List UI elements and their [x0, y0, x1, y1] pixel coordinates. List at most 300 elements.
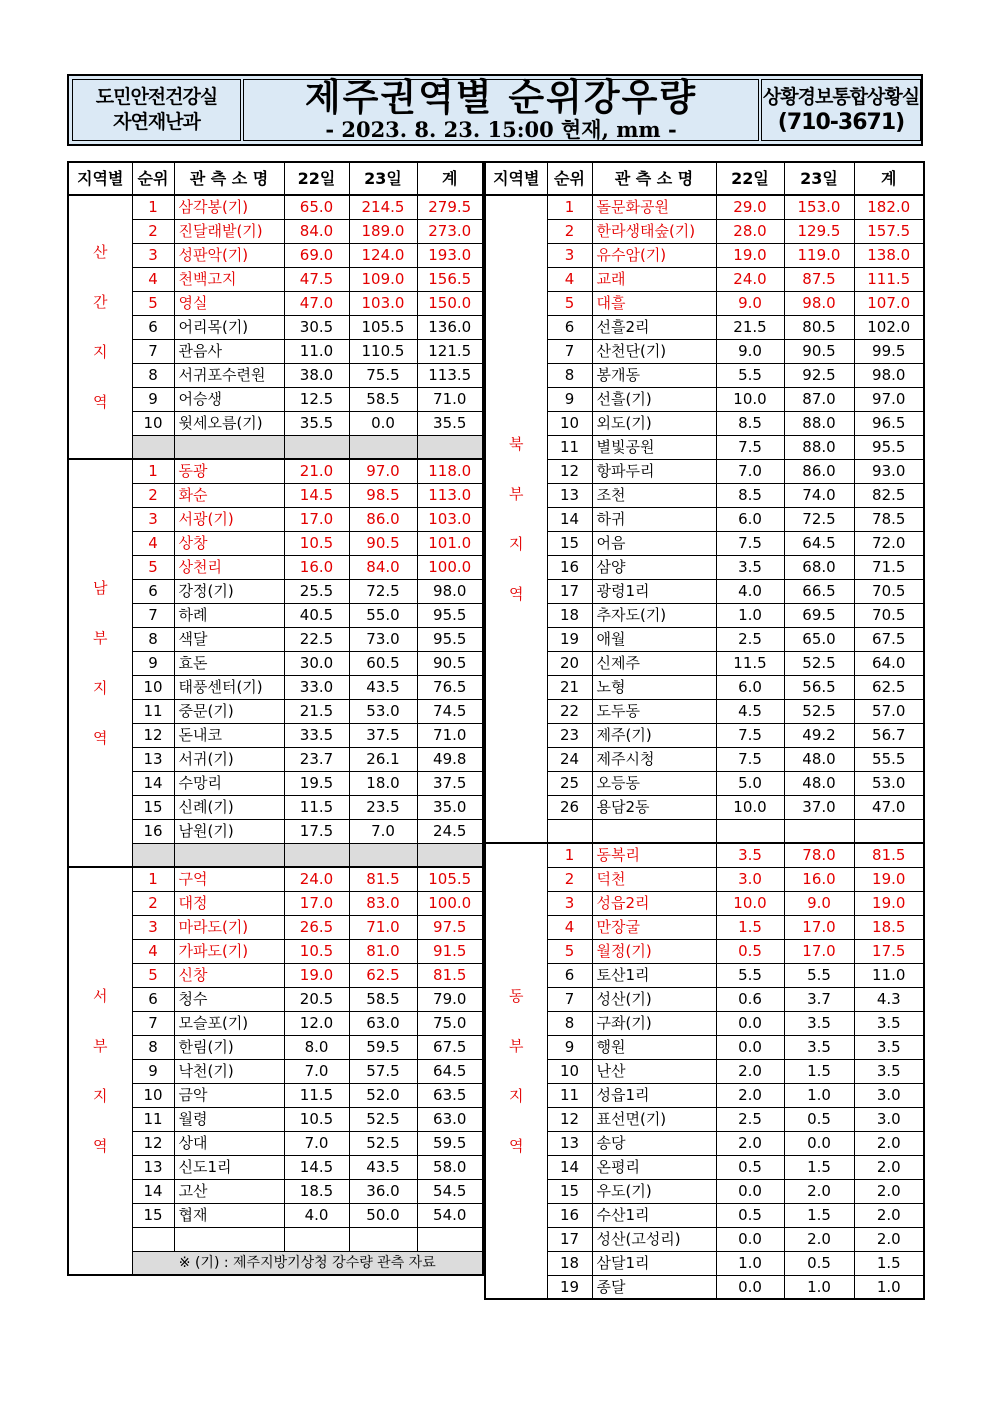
rank-cell: 14 — [547, 1155, 592, 1179]
rain-22-cell: 1.0 — [716, 1251, 784, 1275]
rain-23-cell: 71.0 — [349, 915, 417, 939]
rain-22-cell: 11.5 — [284, 1083, 349, 1107]
col-header-rank: 순위 — [132, 162, 174, 195]
total-cell: 103.0 — [417, 507, 483, 531]
station-name: 난산 — [592, 1059, 716, 1083]
rain-23-cell: 88.0 — [784, 435, 854, 459]
rank-cell: 6 — [132, 987, 174, 1011]
situation-room-name: 상황경보통합상황실 — [762, 86, 920, 108]
station-name: 구억 — [174, 867, 284, 891]
report-datetime: - 2023. 8. 23. 15:00 현재, mm - — [325, 117, 677, 142]
contact-box — [761, 79, 921, 141]
rain-22-cell: 0.5 — [716, 1203, 784, 1227]
station-name: 협재 — [174, 1203, 284, 1227]
station-name: 광령1리 — [592, 579, 716, 603]
rain-23-cell: 16.0 — [784, 867, 854, 891]
rain-22-cell: 10.5 — [284, 531, 349, 555]
station-name: 신도1리 — [174, 1155, 284, 1179]
rank-cell: 9 — [132, 387, 174, 411]
station-name: 오등동 — [592, 771, 716, 795]
station-name: 용담2동 — [592, 795, 716, 819]
rain-23-cell: 87.5 — [784, 267, 854, 291]
rain-22-cell: 0.0 — [716, 1011, 784, 1035]
rain-23-cell: 153.0 — [784, 195, 854, 219]
rain-22-cell: 12.0 — [284, 1011, 349, 1035]
rank-cell: 1 — [132, 459, 174, 483]
station-name: 금악 — [174, 1083, 284, 1107]
total-cell: 100.0 — [417, 555, 483, 579]
empty-cell — [132, 435, 174, 459]
rain-23-cell: 129.5 — [784, 219, 854, 243]
rain-22-cell: 1.0 — [716, 603, 784, 627]
rank-cell: 11 — [132, 699, 174, 723]
note-cell — [132, 1251, 483, 1275]
rank-cell: 12 — [132, 1131, 174, 1155]
rank-cell: 7 — [547, 987, 592, 1011]
total-cell: 3.0 — [854, 1107, 924, 1131]
total-cell: 82.5 — [854, 483, 924, 507]
rain-23-cell: 97.0 — [349, 459, 417, 483]
rank-cell: 11 — [132, 1107, 174, 1131]
rank-cell: 17 — [547, 1227, 592, 1251]
rain-22-cell: 3.5 — [716, 555, 784, 579]
empty-cell — [784, 819, 854, 843]
total-cell: 138.0 — [854, 243, 924, 267]
total-cell: 54.0 — [417, 1203, 483, 1227]
table-row — [485, 675, 924, 699]
table-row — [485, 1155, 924, 1179]
rain-22-cell: 84.0 — [284, 219, 349, 243]
total-cell: 56.7 — [854, 723, 924, 747]
station-name: 돈내코 — [174, 723, 284, 747]
empty-cell — [174, 843, 284, 867]
rain-23-cell: 2.0 — [784, 1227, 854, 1251]
station-name: 성읍1리 — [592, 1083, 716, 1107]
rain-22-cell: 21.5 — [716, 315, 784, 339]
total-cell: 71.0 — [417, 723, 483, 747]
rain-22-cell: 11.5 — [716, 651, 784, 675]
rank-cell: 1 — [132, 867, 174, 891]
rain-23-cell: 37.5 — [349, 723, 417, 747]
station-name: 덕천 — [592, 867, 716, 891]
table-row — [485, 1251, 924, 1275]
rank-cell: 15 — [547, 1179, 592, 1203]
rain-23-cell: 52.5 — [349, 1131, 417, 1155]
table-row — [485, 963, 924, 987]
empty-cell — [417, 435, 483, 459]
rain-23-cell: 119.0 — [784, 243, 854, 267]
col-header-region: 지역별 — [485, 162, 547, 195]
rank-cell: 9 — [132, 651, 174, 675]
total-cell: 101.0 — [417, 531, 483, 555]
rank-cell: 15 — [547, 531, 592, 555]
station-name: 우도(기) — [592, 1179, 716, 1203]
table-row — [485, 795, 924, 819]
table-row — [485, 1179, 924, 1203]
total-cell: 81.5 — [854, 843, 924, 867]
rain-22-cell: 5.5 — [716, 363, 784, 387]
rank-cell: 22 — [547, 699, 592, 723]
station-name: 천백고지 — [174, 267, 284, 291]
rain-23-cell: 80.5 — [784, 315, 854, 339]
station-name: 외도(기) — [592, 411, 716, 435]
rank-cell: 19 — [547, 627, 592, 651]
rain-22-cell: 10.5 — [284, 1107, 349, 1131]
rain-22-cell: 2.0 — [716, 1083, 784, 1107]
total-cell: 91.5 — [417, 939, 483, 963]
station-name: 삼각봉(기) — [174, 195, 284, 219]
station-name: 노형 — [592, 675, 716, 699]
rank-cell: 4 — [132, 531, 174, 555]
rain-23-cell: 1.5 — [784, 1155, 854, 1179]
rain-23-cell: 1.0 — [784, 1275, 854, 1299]
rain-23-cell: 48.0 — [784, 771, 854, 795]
total-cell: 118.0 — [417, 459, 483, 483]
rank-cell: 24 — [547, 747, 592, 771]
table-row — [485, 219, 924, 243]
station-name: 한림(기) — [174, 1035, 284, 1059]
rain-22-cell: 10.0 — [716, 387, 784, 411]
station-name: 제주시청 — [592, 747, 716, 771]
rain-22-cell: 29.0 — [716, 195, 784, 219]
station-name: 하례 — [174, 603, 284, 627]
col-header-day22: 22일 — [716, 162, 784, 195]
station-name: 별빛공원 — [592, 435, 716, 459]
region-label — [68, 867, 132, 1275]
rank-cell: 3 — [132, 243, 174, 267]
table-row — [485, 771, 924, 795]
station-name: 강정(기) — [174, 579, 284, 603]
rain-22-cell: 24.0 — [716, 267, 784, 291]
empty-cell — [349, 843, 417, 867]
rank-cell: 3 — [132, 507, 174, 531]
total-cell: 79.0 — [417, 987, 483, 1011]
total-cell: 72.0 — [854, 531, 924, 555]
total-cell: 157.5 — [854, 219, 924, 243]
station-name: 봉개동 — [592, 363, 716, 387]
total-cell: 24.5 — [417, 819, 483, 843]
station-name: 진달래밭(기) — [174, 219, 284, 243]
rain-23-cell: 17.0 — [784, 915, 854, 939]
rank-cell: 25 — [547, 771, 592, 795]
rank-cell: 1 — [547, 843, 592, 867]
rank-cell: 13 — [132, 747, 174, 771]
rain-22-cell: 69.0 — [284, 243, 349, 267]
rain-23-cell: 105.5 — [349, 315, 417, 339]
total-cell: 67.5 — [417, 1035, 483, 1059]
rain-23-cell: 90.5 — [784, 339, 854, 363]
total-cell: 18.5 — [854, 915, 924, 939]
station-name: 종달 — [592, 1275, 716, 1299]
rain-23-cell: 84.0 — [349, 555, 417, 579]
rank-cell: 14 — [132, 771, 174, 795]
empty-cell — [592, 819, 716, 843]
rain-22-cell: 47.0 — [284, 291, 349, 315]
rain-23-cell: 56.5 — [784, 675, 854, 699]
table-row — [485, 1131, 924, 1155]
rain-23-cell: 1.5 — [784, 1059, 854, 1083]
total-cell: 95.5 — [417, 627, 483, 651]
station-name: 만장굴 — [592, 915, 716, 939]
rank-cell: 12 — [132, 723, 174, 747]
station-name: 중문(기) — [174, 699, 284, 723]
table-row — [485, 195, 924, 219]
table-row — [485, 1275, 924, 1299]
col-header-day23: 23일 — [349, 162, 417, 195]
rank-cell: 2 — [547, 219, 592, 243]
rain-22-cell: 14.5 — [284, 1155, 349, 1179]
rain-22-cell: 2.5 — [716, 1107, 784, 1131]
rain-22-cell: 65.0 — [284, 195, 349, 219]
rank-cell: 16 — [547, 555, 592, 579]
rain-22-cell: 14.5 — [284, 483, 349, 507]
station-name: 월령 — [174, 1107, 284, 1131]
rain-23-cell: 90.5 — [349, 531, 417, 555]
total-cell: 63.5 — [417, 1083, 483, 1107]
station-name: 도두동 — [592, 699, 716, 723]
rank-cell: 2 — [132, 483, 174, 507]
rain-23-cell: 60.5 — [349, 651, 417, 675]
total-cell: 95.5 — [417, 603, 483, 627]
table-row — [485, 387, 924, 411]
total-cell: 78.5 — [854, 507, 924, 531]
station-name: 신제주 — [592, 651, 716, 675]
table-row — [485, 1107, 924, 1131]
rain-23-cell: 81.5 — [349, 867, 417, 891]
table-row — [485, 651, 924, 675]
table-row — [485, 411, 924, 435]
rain-22-cell: 2.0 — [716, 1059, 784, 1083]
station-name: 화순 — [174, 483, 284, 507]
rainfall-table-right — [484, 161, 925, 1300]
total-cell: 2.0 — [854, 1155, 924, 1179]
rain-22-cell: 7.0 — [716, 459, 784, 483]
blank-row — [485, 819, 924, 843]
col-header-station: 관 측 소 명 — [174, 162, 284, 195]
rain-22-cell: 16.0 — [284, 555, 349, 579]
station-name: 윗세오름(기) — [174, 411, 284, 435]
rain-22-cell: 30.0 — [284, 651, 349, 675]
total-cell: 37.5 — [417, 771, 483, 795]
rain-22-cell: 17.5 — [284, 819, 349, 843]
rank-cell: 8 — [547, 1011, 592, 1035]
station-name: 동광 — [174, 459, 284, 483]
table-row — [485, 747, 924, 771]
table-row — [485, 939, 924, 963]
rain-23-cell: 26.1 — [349, 747, 417, 771]
department-box — [72, 79, 241, 141]
rain-22-cell: 7.5 — [716, 435, 784, 459]
rain-22-cell: 0.5 — [716, 1155, 784, 1179]
rain-22-cell: 0.6 — [716, 987, 784, 1011]
station-name: 선흘(기) — [592, 387, 716, 411]
rain-23-cell: 0.5 — [784, 1107, 854, 1131]
rain-22-cell: 20.5 — [284, 987, 349, 1011]
rain-22-cell: 0.0 — [716, 1035, 784, 1059]
total-cell: 113.0 — [417, 483, 483, 507]
total-cell: 193.0 — [417, 243, 483, 267]
rain-23-cell: 58.5 — [349, 987, 417, 1011]
total-cell: 63.0 — [417, 1107, 483, 1131]
station-name: 동복리 — [592, 843, 716, 867]
rain-22-cell: 0.0 — [716, 1179, 784, 1203]
rain-22-cell: 11.5 — [284, 795, 349, 819]
empty-cell — [854, 819, 924, 843]
rain-23-cell: 52.5 — [784, 651, 854, 675]
total-cell: 64.0 — [854, 651, 924, 675]
rank-cell: 2 — [547, 867, 592, 891]
table-row — [485, 603, 924, 627]
station-name: 남원(기) — [174, 819, 284, 843]
rain-23-cell: 0.5 — [784, 1251, 854, 1275]
rain-23-cell: 43.5 — [349, 675, 417, 699]
rain-23-cell: 52.5 — [349, 1107, 417, 1131]
rank-cell: 11 — [547, 1083, 592, 1107]
rank-cell: 4 — [132, 939, 174, 963]
station-name: 돌문화공원 — [592, 195, 716, 219]
rain-22-cell: 28.0 — [716, 219, 784, 243]
total-cell: 19.0 — [854, 867, 924, 891]
rank-cell: 5 — [132, 291, 174, 315]
rank-cell: 7 — [132, 339, 174, 363]
total-cell: 1.0 — [854, 1275, 924, 1299]
rank-cell: 15 — [132, 1203, 174, 1227]
table-row — [485, 555, 924, 579]
rain-22-cell: 30.5 — [284, 315, 349, 339]
total-cell: 71.0 — [417, 387, 483, 411]
station-name: 수산1리 — [592, 1203, 716, 1227]
total-cell: 35.0 — [417, 795, 483, 819]
rain-23-cell: 189.0 — [349, 219, 417, 243]
total-cell: 57.0 — [854, 699, 924, 723]
table-row — [485, 531, 924, 555]
total-cell: 47.0 — [854, 795, 924, 819]
table-row — [485, 1035, 924, 1059]
rank-cell: 13 — [132, 1155, 174, 1179]
total-cell: 64.5 — [417, 1059, 483, 1083]
rank-cell: 4 — [547, 267, 592, 291]
total-cell: 98.0 — [854, 363, 924, 387]
department-name: 도민안전건강실 — [95, 86, 218, 108]
rain-22-cell: 19.0 — [284, 963, 349, 987]
rain-22-cell: 7.5 — [716, 723, 784, 747]
table-row — [485, 507, 924, 531]
station-name: 모슬포(기) — [174, 1011, 284, 1035]
station-name: 표선면(기) — [592, 1107, 716, 1131]
rain-23-cell: 59.5 — [349, 1035, 417, 1059]
rain-23-cell: 62.5 — [349, 963, 417, 987]
rain-22-cell: 4.5 — [716, 699, 784, 723]
rain-22-cell: 6.0 — [716, 675, 784, 699]
rain-22-cell: 33.0 — [284, 675, 349, 699]
rank-cell: 9 — [132, 1059, 174, 1083]
rank-cell: 8 — [132, 1035, 174, 1059]
station-name: 선흘2리 — [592, 315, 716, 339]
rain-23-cell: 78.0 — [784, 843, 854, 867]
rank-cell: 6 — [132, 315, 174, 339]
total-cell: 17.5 — [854, 939, 924, 963]
table-row — [485, 267, 924, 291]
rain-23-cell: 37.0 — [784, 795, 854, 819]
rain-23-cell: 63.0 — [349, 1011, 417, 1035]
station-name: 태풍센터(기) — [174, 675, 284, 699]
empty-cell — [349, 1227, 417, 1251]
table-row — [68, 195, 483, 219]
page-title: 제주권역별 순위강우량 — [304, 76, 698, 119]
rain-23-cell: 3.5 — [784, 1035, 854, 1059]
rank-cell: 1 — [547, 195, 592, 219]
rank-cell: 23 — [547, 723, 592, 747]
rain-23-cell: 74.0 — [784, 483, 854, 507]
total-cell: 97.5 — [417, 915, 483, 939]
rain-22-cell: 47.5 — [284, 267, 349, 291]
rank-cell: 10 — [132, 675, 174, 699]
station-name: 서귀포수련원 — [174, 363, 284, 387]
rain-23-cell: 9.0 — [784, 891, 854, 915]
table-row — [68, 459, 483, 483]
empty-cell — [174, 435, 284, 459]
rain-23-cell: 72.5 — [349, 579, 417, 603]
rank-cell: 17 — [547, 579, 592, 603]
total-cell: 2.0 — [854, 1227, 924, 1251]
rain-22-cell: 8.5 — [716, 483, 784, 507]
station-name: 낙천(기) — [174, 1059, 284, 1083]
rank-cell: 6 — [132, 579, 174, 603]
contact-phone: (710-3671) — [777, 110, 905, 135]
table-row — [485, 579, 924, 603]
rain-22-cell: 10.0 — [716, 891, 784, 915]
station-name: 영실 — [174, 291, 284, 315]
rank-cell: 13 — [547, 1131, 592, 1155]
rain-23-cell: 43.5 — [349, 1155, 417, 1179]
station-name: 상대 — [174, 1131, 284, 1155]
empty-cell — [349, 435, 417, 459]
total-cell: 76.5 — [417, 675, 483, 699]
rain-23-cell: 49.2 — [784, 723, 854, 747]
rain-23-cell: 36.0 — [349, 1179, 417, 1203]
empty-cell — [284, 843, 349, 867]
rank-cell: 10 — [132, 1083, 174, 1107]
rain-22-cell: 0.0 — [716, 1227, 784, 1251]
rain-22-cell: 26.5 — [284, 915, 349, 939]
rain-23-cell: 124.0 — [349, 243, 417, 267]
rain-22-cell: 33.5 — [284, 723, 349, 747]
table-row — [485, 627, 924, 651]
rain-22-cell: 0.0 — [716, 1275, 784, 1299]
rain-22-cell: 21.0 — [284, 459, 349, 483]
rank-cell: 7 — [132, 603, 174, 627]
station-name: 대흘 — [592, 291, 716, 315]
station-name: 마라도(기) — [174, 915, 284, 939]
total-cell: 59.5 — [417, 1131, 483, 1155]
station-name: 삼양 — [592, 555, 716, 579]
total-cell: 96.5 — [854, 411, 924, 435]
rank-cell: 14 — [547, 507, 592, 531]
rain-22-cell: 9.0 — [716, 339, 784, 363]
station-name: 온평리 — [592, 1155, 716, 1179]
rain-23-cell: 52.0 — [349, 1083, 417, 1107]
station-name: 상창 — [174, 531, 284, 555]
station-name: 청수 — [174, 987, 284, 1011]
col-header-day22: 22일 — [284, 162, 349, 195]
rain-23-cell: 98.5 — [349, 483, 417, 507]
rank-cell: 5 — [547, 291, 592, 315]
station-name: 송당 — [592, 1131, 716, 1155]
rain-23-cell: 83.0 — [349, 891, 417, 915]
station-name: 제주(기) — [592, 723, 716, 747]
report-header — [67, 74, 923, 146]
rain-22-cell: 1.5 — [716, 915, 784, 939]
